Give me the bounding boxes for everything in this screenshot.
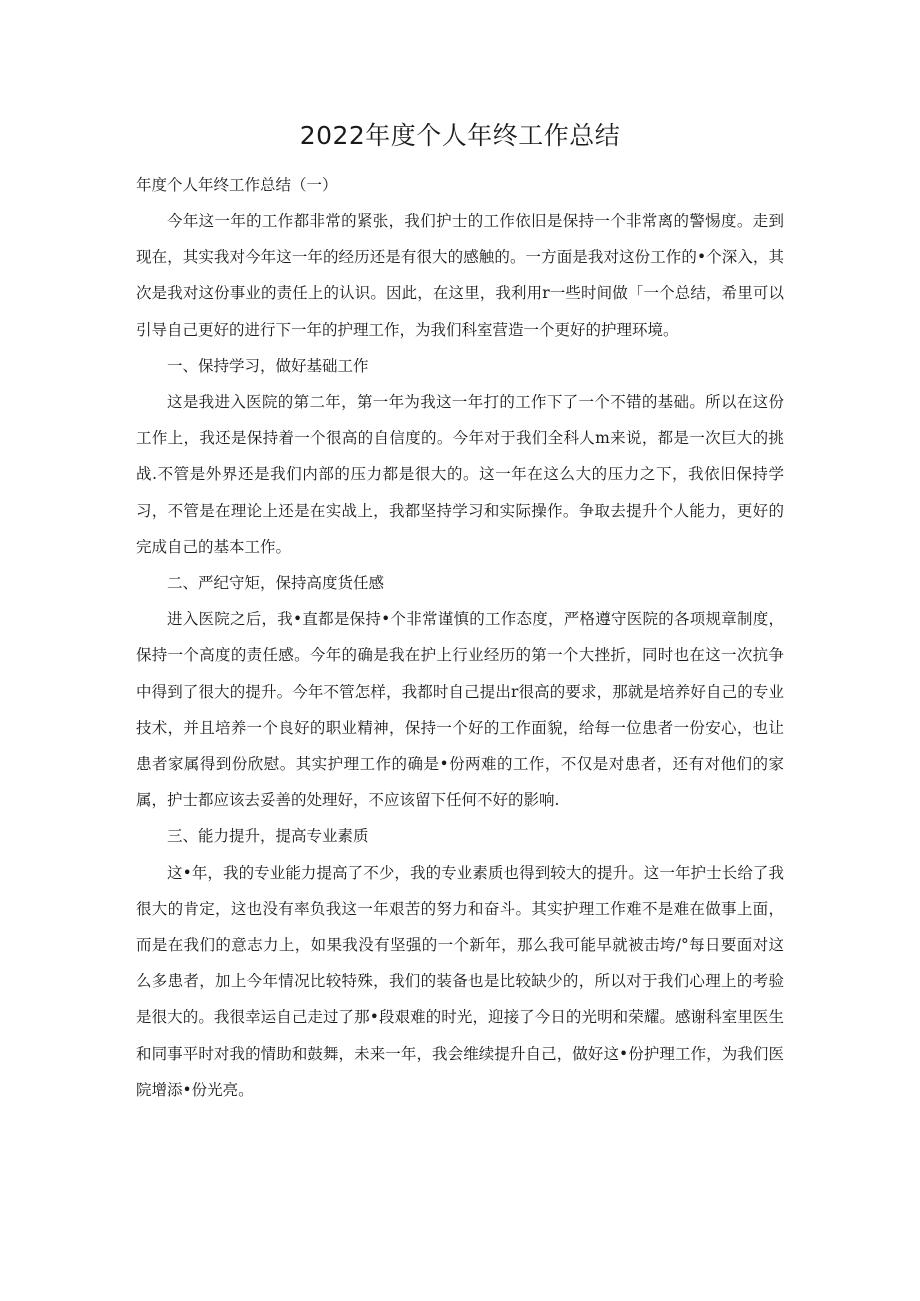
section-heading-1: 一、保持学习，做好基础工作 xyxy=(167,356,369,375)
section-2-paragraph: 进入医院之后，我•直都是保持•个非常谨慎的工作态度，严格遵守医院的各项规章制度，保持一个高度的责任感。今年的确是我在护上行业经历的第一个大挫折，同时也在这一次抗争中得到了很大的提升。今年不管怎样，我都时自己提出r很高的要求，那就是培养好自己的专业技术，并且培养一个良好的职业精神，保持一个好的工作面貌，给每一位患者一份安心，也让患者家属得到份欣慰。其实护理工作的确是•份两难的工作，不仅是对患者，还有对他们的家属，护士都应该去妥善的处理好，不应该留下任何不好的影响. xyxy=(136,610,784,810)
section-3-paragraph: 这•年，我的专业能力提高了不少，我的专业素质也得到较大的提升。这一年护士长给了我很大的肯定，这也没有率负我这一年艰苦的努力和奋斗。其实护理工作难不是难在做事上面，而是在我们的意志力上，如果我没有坚强的一个新年，那么我可能早就被击垮/°每日要面对这么多患者，加上今年情况比较特殊，我们的装备也是比较缺少的，所以对于我们心理上的考验是很大的。我很幸运自己走过了那•段艰难的时光，迎接了今日的光明和荣耀。感谢科室里医生和同事平时对我的情助和鼓舞，未来一年，我会维续提升自己，做好这•份护理工作，为我们医院增添•份光亮。 xyxy=(136,863,784,1099)
document-body xyxy=(136,203,784,1108)
document-subtitle: 年度个人年终工作总结（一） xyxy=(136,176,338,194)
document-title: 2022年度个人年终工作总结 xyxy=(299,121,621,150)
section-heading-2: 二、严纪守矩，保持高度货任感 xyxy=(167,574,385,593)
section-heading-3: 三、能力提升，提高专业素质 xyxy=(167,827,369,846)
section-1-paragraph: 这是我进入医院的第二年，第一年为我这一年打的工作下了一个不错的基础。所以在这份工作上，我还是保持着一个很高的自信度的。今年对于我们全科人m来说，都是一次巨大的挑战.不管是外界还是我们内部的压力都是很大的。这一年在这么大的压力之下，我依旧保持学习，不管是在理论上还是在实战上，我都坚持学习和实际操作。争取去提升个人能力，更好的完成自己的基本工作。 xyxy=(136,393,784,556)
intro-paragraph: 今年这一年的工作都非常的紧张，我们护士的工作依旧是保持一个非常离的警惕度。走到现在，其实我对今年这一年的经历还是有很大的感触的。一方面是我对这份工作的•个深入，其次是我对这份事业的责任上的认识。因此，在这里，我利用r一些时间做「一个总结，希里可以引导自己更好的进行下一年的护理工作，为我们科室营造一个更好的护理环境。 xyxy=(136,212,784,339)
